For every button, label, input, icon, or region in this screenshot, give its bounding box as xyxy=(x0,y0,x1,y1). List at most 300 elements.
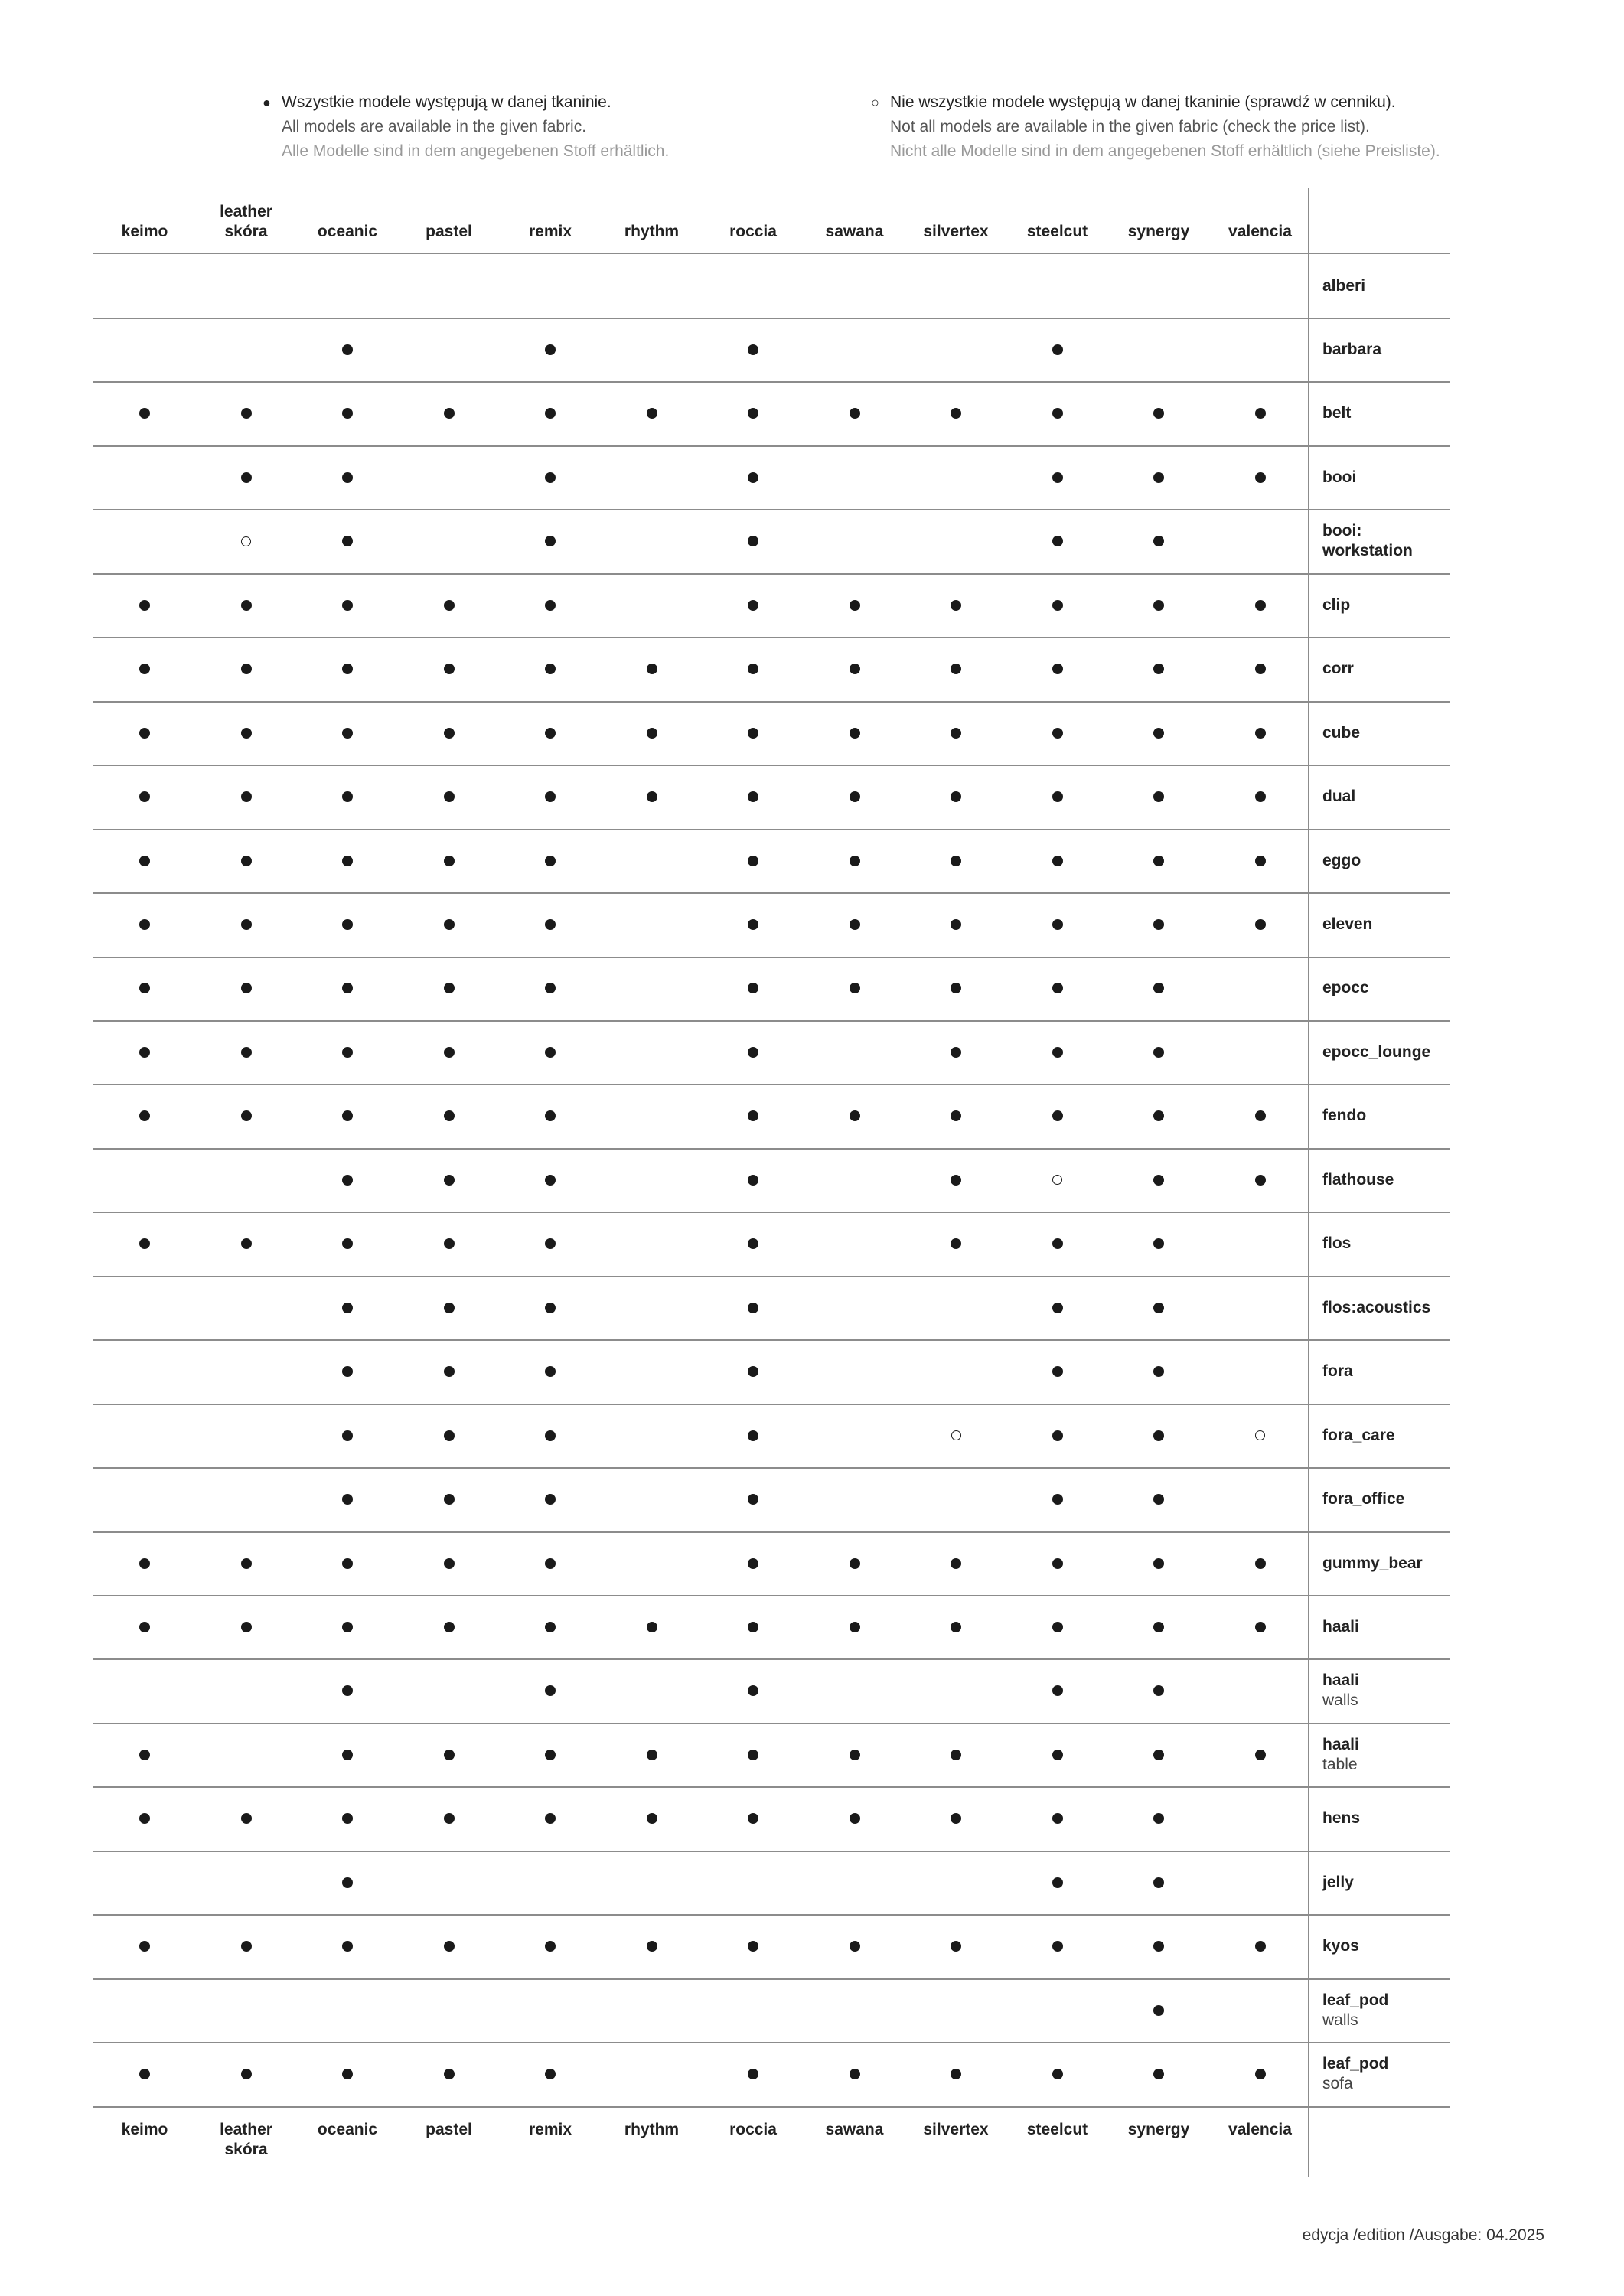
filled-dot-icon xyxy=(545,1047,556,1058)
availability-cell xyxy=(1238,445,1283,509)
filled-dot-icon xyxy=(1255,408,1266,419)
availability-cell xyxy=(1035,1787,1081,1851)
filled-dot-icon xyxy=(647,728,657,739)
legend-all-en: All models are available in the given fabric. xyxy=(282,118,587,135)
availability-cell xyxy=(223,1084,269,1148)
filled-dot-icon xyxy=(545,1430,556,1441)
availability-cell xyxy=(832,893,878,957)
filled-dot-icon xyxy=(545,408,556,419)
filled-dot-icon xyxy=(545,664,556,674)
availability-cell xyxy=(1136,1659,1182,1723)
availability-cell xyxy=(933,1723,979,1786)
availability-cell xyxy=(1238,382,1283,445)
availability-cell xyxy=(933,1084,979,1148)
availability-cell xyxy=(1035,1340,1081,1404)
filled-dot-icon xyxy=(342,600,353,611)
filled-dot-icon xyxy=(342,536,353,546)
availability-cell xyxy=(933,2043,979,2106)
availability-cell xyxy=(1035,2043,1081,2106)
availability-cell xyxy=(324,1723,370,1786)
filled-dot-icon xyxy=(241,856,252,866)
model-name xyxy=(1322,701,1360,765)
filled-dot-icon xyxy=(1052,1750,1063,1760)
availability-cell xyxy=(122,829,168,892)
filled-dot-icon xyxy=(139,983,150,993)
column-header-silvertex xyxy=(906,222,1006,242)
column-header-synergy xyxy=(1109,2120,1208,2140)
filled-dot-icon xyxy=(342,1494,353,1505)
filled-dot-icon xyxy=(342,728,353,739)
legend-partial-de: Nicht alle Modelle sind in dem angegebenen Stoff erhältlich (siehe Preisliste). xyxy=(890,142,1440,160)
filled-dot-icon xyxy=(1153,1430,1164,1441)
filled-dot-icon xyxy=(444,983,455,993)
table-row xyxy=(93,1020,1450,1085)
table-row xyxy=(93,701,1450,766)
filled-dot-icon xyxy=(342,1558,353,1569)
model-label: epocc_lounge xyxy=(1322,1042,1431,1061)
filled-dot-icon xyxy=(951,408,961,419)
availability-cell xyxy=(426,1595,472,1658)
filled-dot-icon xyxy=(1052,600,1063,611)
availability-cell xyxy=(324,1148,370,1212)
filled-dot-icon xyxy=(1052,983,1063,993)
filled-dot-icon xyxy=(444,919,455,930)
availability-cell xyxy=(933,1148,979,1212)
filled-dot-icon xyxy=(444,664,455,674)
filled-dot-icon xyxy=(1052,472,1063,483)
availability-cell xyxy=(629,1723,675,1786)
availability-cell xyxy=(426,638,472,701)
filled-dot-icon xyxy=(951,1238,961,1249)
availability-cell xyxy=(223,1787,269,1851)
filled-dot-icon xyxy=(850,1813,860,1824)
availability-cell xyxy=(324,829,370,892)
column-header-steelcut xyxy=(1008,222,1107,242)
fabric-name: valencia xyxy=(1228,2121,1292,2138)
filled-dot-icon xyxy=(748,1047,758,1058)
availability-cell xyxy=(527,1723,573,1786)
filled-dot-icon xyxy=(241,919,252,930)
filled-dot-icon xyxy=(1052,1813,1063,1824)
filled-dot-icon xyxy=(444,1750,455,1760)
filled-dot-icon xyxy=(444,600,455,611)
filled-dot-icon xyxy=(241,408,252,419)
availability-cell xyxy=(223,382,269,445)
table-row xyxy=(93,510,1450,575)
filled-dot-icon xyxy=(1052,2069,1063,2079)
fabric-subname: skóra xyxy=(224,223,268,240)
availability-cell xyxy=(1136,1787,1182,1851)
table-row xyxy=(93,1531,1450,1596)
filled-dot-icon xyxy=(342,408,353,419)
column-header-oceanic xyxy=(298,222,397,242)
model-name xyxy=(1322,1468,1404,1531)
filled-dot-icon xyxy=(139,1238,150,1249)
availability-cell xyxy=(1136,1084,1182,1148)
availability-cell xyxy=(527,1915,573,1978)
filled-dot-icon xyxy=(1052,1430,1063,1441)
availability-cell xyxy=(1136,573,1182,637)
availability-cell xyxy=(324,1340,370,1404)
filled-dot-icon xyxy=(241,664,252,674)
filled-dot-icon xyxy=(444,1622,455,1632)
model-label: leaf_pod xyxy=(1322,1991,1389,2009)
availability-cell xyxy=(122,1020,168,1084)
filled-dot-icon xyxy=(241,1238,252,1249)
availability-cell xyxy=(730,638,776,701)
fabric-name: steelcut xyxy=(1026,223,1088,240)
filled-dot-icon xyxy=(850,408,860,419)
model-name xyxy=(1322,1659,1359,1723)
availability-cell xyxy=(832,765,878,829)
filled-dot-icon xyxy=(545,1494,556,1505)
availability-cell xyxy=(730,1340,776,1404)
model-name xyxy=(1322,573,1350,637)
availability-cell xyxy=(1136,829,1182,892)
filled-dot-icon xyxy=(545,1303,556,1313)
availability-cell xyxy=(730,1531,776,1595)
table-row xyxy=(93,2043,1450,2108)
filled-dot-icon xyxy=(1153,728,1164,739)
filled-dot-icon xyxy=(342,856,353,866)
filled-dot-icon xyxy=(444,1366,455,1377)
filled-dot-icon xyxy=(1052,1366,1063,1377)
filled-dot-icon xyxy=(444,1047,455,1058)
column-header-pastel xyxy=(399,2120,499,2140)
model-name xyxy=(1322,1787,1360,1851)
availability-cell xyxy=(324,638,370,701)
filled-dot-icon xyxy=(1153,1877,1164,1888)
availability-cell xyxy=(629,382,675,445)
availability-cell xyxy=(730,1659,776,1723)
filled-dot-icon xyxy=(545,344,556,355)
table-row xyxy=(93,1787,1450,1852)
filled-dot-icon xyxy=(1153,1303,1164,1313)
model-label: kyos xyxy=(1322,1937,1359,1955)
availability-cell xyxy=(527,510,573,573)
filled-dot-icon xyxy=(951,1941,961,1952)
availability-cell xyxy=(1035,957,1081,1020)
filled-dot-icon xyxy=(342,1813,353,1824)
filled-dot-icon xyxy=(647,1622,657,1632)
filled-dot-icon xyxy=(748,344,758,355)
column-header-remix xyxy=(501,222,600,242)
availability-cell xyxy=(527,318,573,381)
availability-cell xyxy=(324,1595,370,1658)
filled-dot-icon xyxy=(545,791,556,802)
availability-cell xyxy=(933,1212,979,1276)
availability-cell xyxy=(629,1595,675,1658)
filled-dot-icon xyxy=(545,1366,556,1377)
filled-dot-icon xyxy=(444,1494,455,1505)
availability-cell xyxy=(1136,1595,1182,1658)
model-label: jelly xyxy=(1322,1873,1354,1891)
model-label: eleven xyxy=(1322,915,1373,933)
availability-cell xyxy=(730,2043,776,2106)
model-variant: walls xyxy=(1322,2011,1358,2029)
filled-dot-icon xyxy=(1052,1047,1063,1058)
filled-dot-icon xyxy=(748,664,758,674)
filled-dot-icon xyxy=(1153,536,1164,546)
availability-cell xyxy=(1136,1212,1182,1276)
availability-cell xyxy=(832,1084,878,1148)
availability-cell xyxy=(730,318,776,381)
table-row xyxy=(93,1978,1450,2043)
model-name xyxy=(1322,1148,1394,1212)
model-name xyxy=(1322,1915,1359,1978)
availability-cell xyxy=(832,1595,878,1658)
availability-cell xyxy=(933,1404,979,1467)
filled-dot-icon xyxy=(850,791,860,802)
availability-cell xyxy=(1238,638,1283,701)
availability-cell xyxy=(933,1595,979,1658)
availability-cell xyxy=(933,638,979,701)
filled-dot-icon xyxy=(1153,408,1164,419)
availability-cell xyxy=(426,1468,472,1531)
filled-dot-icon xyxy=(850,983,860,993)
availability-cell xyxy=(527,957,573,1020)
filled-dot-icon xyxy=(545,1558,556,1569)
model-label: flos:acoustics xyxy=(1322,1298,1431,1316)
availability-cell xyxy=(324,701,370,765)
filled-dot-icon xyxy=(1052,1494,1063,1505)
availability-cell xyxy=(527,445,573,509)
availability-cell xyxy=(1035,1212,1081,1276)
availability-cell xyxy=(1136,893,1182,957)
model-label: fora_office xyxy=(1322,1490,1405,1508)
model-label: booi: xyxy=(1322,522,1362,540)
availability-cell xyxy=(324,1787,370,1851)
filled-dot-icon xyxy=(748,728,758,739)
filled-dot-icon xyxy=(1153,1750,1164,1760)
filled-dot-icon xyxy=(951,1047,961,1058)
filled-dot-icon xyxy=(951,1750,961,1760)
column-header-leather xyxy=(197,2120,296,2160)
availability-cell xyxy=(730,1723,776,1786)
filled-dot-icon xyxy=(1153,1941,1164,1952)
filled-dot-icon xyxy=(748,856,758,866)
filled-dot-icon xyxy=(1255,856,1266,866)
availability-cell xyxy=(1136,638,1182,701)
model-label: haali xyxy=(1322,1671,1359,1690)
filled-dot-icon xyxy=(139,1813,150,1824)
availability-cell xyxy=(1035,638,1081,701)
filled-dot-icon xyxy=(241,472,252,483)
filled-dot-icon xyxy=(342,1622,353,1632)
filled-dot-icon xyxy=(748,1430,758,1441)
availability-cell xyxy=(832,573,878,637)
filled-dot-icon xyxy=(342,1175,353,1186)
filled-dot-icon xyxy=(241,1813,252,1824)
availability-cell xyxy=(1238,1723,1283,1786)
model-name xyxy=(1322,1084,1366,1148)
availability-cell xyxy=(1136,1851,1182,1914)
availability-cell xyxy=(1035,573,1081,637)
model-label: gummy_bear xyxy=(1322,1554,1423,1572)
filled-dot-icon xyxy=(444,1430,455,1441)
model-name xyxy=(1322,1404,1395,1467)
availability-cell xyxy=(730,1020,776,1084)
filled-dot-icon xyxy=(748,2069,758,2079)
model-name xyxy=(1322,2043,1388,2106)
availability-cell xyxy=(324,318,370,381)
availability-cell xyxy=(1136,445,1182,509)
availability-cell xyxy=(1238,893,1283,957)
table-row xyxy=(93,1340,1450,1405)
filled-dot-icon xyxy=(545,1238,556,1249)
availability-cell xyxy=(730,701,776,765)
legend-partial-pl: Nie wszystkie modele występują w danej tkaninie (sprawdź w cenniku). xyxy=(890,93,1396,111)
table-row xyxy=(93,638,1450,703)
column-header-oceanic xyxy=(298,2120,397,2140)
fabric-name: rhythm xyxy=(624,2121,680,2138)
column-header-keimo xyxy=(95,222,194,242)
availability-cell xyxy=(527,1212,573,1276)
availability-cell xyxy=(1035,318,1081,381)
availability-cell xyxy=(1136,510,1182,573)
table-row xyxy=(93,254,1450,319)
hollow-dot-icon xyxy=(241,536,251,546)
filled-dot-icon xyxy=(748,791,758,802)
availability-cell xyxy=(832,1787,878,1851)
availability-cell xyxy=(527,1340,573,1404)
model-variant: walls xyxy=(1322,1691,1358,1710)
filled-dot-icon xyxy=(1052,1685,1063,1696)
availability-cell xyxy=(1238,1531,1283,1595)
availability-cell xyxy=(324,2043,370,2106)
filled-dot-icon xyxy=(545,536,556,546)
legend-partial xyxy=(871,90,1440,164)
filled-dot-icon xyxy=(342,1941,353,1952)
availability-cell xyxy=(426,1531,472,1595)
filled-dot-icon xyxy=(342,1877,353,1888)
filled-dot-icon xyxy=(1153,1238,1164,1249)
model-label: fora xyxy=(1322,1362,1353,1381)
availability-cell xyxy=(1035,1531,1081,1595)
availability-cell xyxy=(1136,1978,1182,2042)
availability-cell xyxy=(933,957,979,1020)
model-name xyxy=(1322,1978,1388,2042)
availability-cell xyxy=(426,1084,472,1148)
filled-dot-icon xyxy=(1052,1622,1063,1632)
filled-dot-icon xyxy=(748,408,758,419)
availability-cell xyxy=(122,1723,168,1786)
availability-cell xyxy=(223,957,269,1020)
availability-cell xyxy=(527,1276,573,1339)
filled-dot-icon xyxy=(850,600,860,611)
availability-cell xyxy=(426,893,472,957)
filled-dot-icon xyxy=(951,1175,961,1186)
model-variant: sofa xyxy=(1322,2075,1353,2093)
filled-dot-icon xyxy=(850,1750,860,1760)
model-label: fendo xyxy=(1322,1107,1367,1125)
filled-dot-icon xyxy=(748,472,758,483)
filled-dot-icon xyxy=(1153,1175,1164,1186)
table-row xyxy=(93,318,1450,383)
filled-dot-icon xyxy=(444,728,455,739)
filled-dot-icon xyxy=(444,408,455,419)
filled-dot-icon xyxy=(545,1941,556,1952)
filled-dot-icon xyxy=(748,1238,758,1249)
filled-dot-icon xyxy=(951,1558,961,1569)
availability-cell xyxy=(1136,2043,1182,2106)
column-header-rhythm xyxy=(602,2120,702,2140)
availability-cell xyxy=(426,1723,472,1786)
availability-cell xyxy=(730,382,776,445)
filled-dot-icon xyxy=(748,1110,758,1121)
availability-cell xyxy=(832,1531,878,1595)
availability-cell xyxy=(1136,1340,1182,1404)
availability-cell xyxy=(730,1148,776,1212)
hollow-dot-icon xyxy=(1255,1430,1265,1440)
model-name xyxy=(1322,1020,1430,1084)
filled-dot-icon xyxy=(951,2069,961,2079)
availability-cell xyxy=(122,2043,168,2106)
table-row xyxy=(93,1915,1450,1980)
availability-cell xyxy=(527,1595,573,1658)
availability-cell xyxy=(1136,382,1182,445)
availability-cell xyxy=(426,1148,472,1212)
filled-dot-icon xyxy=(1255,600,1266,611)
availability-cell xyxy=(933,765,979,829)
filled-dot-icon xyxy=(545,472,556,483)
filled-dot-icon xyxy=(1153,1685,1164,1696)
availability-cell xyxy=(832,1723,878,1786)
filled-dot-icon xyxy=(748,1685,758,1696)
filled-dot-icon xyxy=(545,728,556,739)
availability-cell xyxy=(1035,1468,1081,1531)
column-header-remix xyxy=(501,2120,600,2140)
model-variant: table xyxy=(1322,1755,1358,1773)
availability-cell xyxy=(324,765,370,829)
availability-cell xyxy=(223,2043,269,2106)
availability-cell xyxy=(527,701,573,765)
availability-cell xyxy=(730,1915,776,1978)
filled-dot-icon xyxy=(139,791,150,802)
filled-dot-icon xyxy=(241,728,252,739)
availability-cell xyxy=(730,1276,776,1339)
filled-dot-icon xyxy=(545,983,556,993)
availability-cell xyxy=(933,829,979,892)
filled-dot-icon xyxy=(444,1303,455,1313)
availability-cell xyxy=(933,1915,979,1978)
model-label: leaf_pod xyxy=(1322,2055,1389,2073)
availability-cell xyxy=(832,957,878,1020)
availability-cell xyxy=(1035,829,1081,892)
table-row xyxy=(93,1659,1450,1724)
model-label: cube xyxy=(1322,723,1361,742)
filled-dot-icon xyxy=(342,1430,353,1441)
availability-cell xyxy=(324,382,370,445)
filled-dot-icon xyxy=(1255,664,1266,674)
availability-cell xyxy=(730,1212,776,1276)
availability-cell xyxy=(730,1084,776,1148)
availability-cell xyxy=(730,1595,776,1658)
filled-dot-icon xyxy=(951,600,961,611)
filled-dot-icon xyxy=(545,1622,556,1632)
availability-cell xyxy=(426,1212,472,1276)
column-header-steelcut xyxy=(1008,2120,1107,2140)
filled-dot-icon xyxy=(647,1941,657,1952)
availability-cell xyxy=(122,573,168,637)
availability-cell xyxy=(1035,1851,1081,1914)
fabric-name: oceanic xyxy=(317,223,378,240)
column-header-silvertex xyxy=(906,2120,1006,2140)
availability-cell xyxy=(122,1915,168,1978)
availability-cell xyxy=(1136,1020,1182,1084)
filled-dot-icon xyxy=(1255,1175,1266,1186)
column-header-rhythm xyxy=(602,222,702,242)
